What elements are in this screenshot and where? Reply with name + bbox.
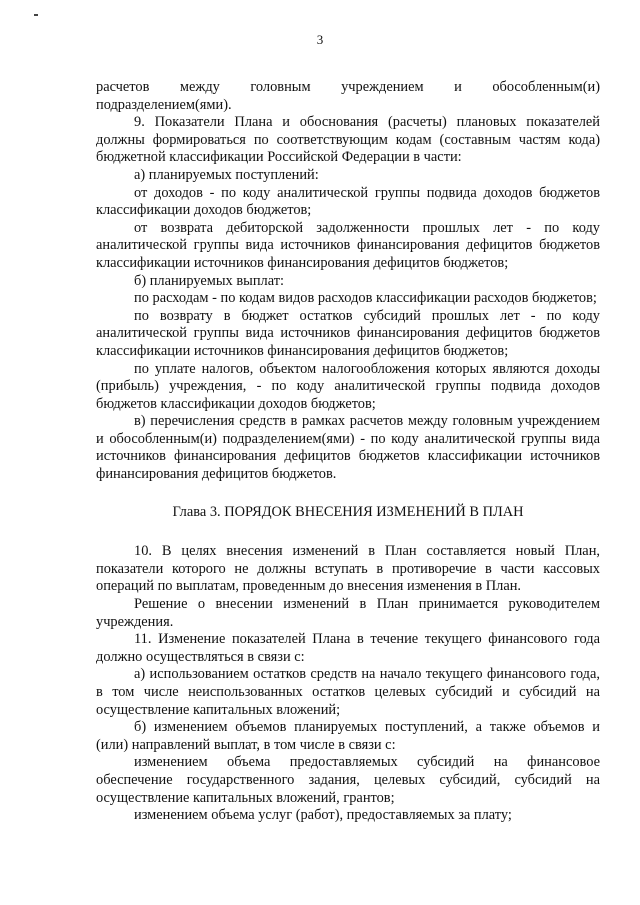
paragraph: по возврату в бюджет остатков субсидий прошлых лет - по коду аналитической группы вида источников финансирования дефицитов бюджетов классификации источников финансирования дефицитов бюджетов; [96, 307, 600, 359]
document-body [96, 79, 600, 825]
paragraph: 10. В целях внесения изменений в План составляется новый План, показатели которого не должны вступать в противоречие в части кассовых операций по выплатам, проведенным до внесения изменения в План. [96, 543, 600, 595]
paragraph: а) использованием остатков средств на начало текущего финансового года, в том числе неиспользованных остатков целевых субсидий и субсидий на осуществление капитальных вложений; [96, 666, 600, 718]
paragraph: 9. Показатели Плана и обоснования (расчеты) плановых показателей должны формироваться по соответствующим кодам (составным частям кода) бюджетной классификации Российской Федерации в части: [96, 114, 600, 166]
chapter-heading: Глава 3. ПОРЯДОК ВНЕСЕНИЯ ИЗМЕНЕНИЙ В ПЛАН [172, 503, 524, 520]
scan-mark [34, 14, 38, 16]
paragraph: расчетов между головным учреждением и обособленным(и) подразделением(ями). [96, 79, 600, 113]
paragraph: по расходам - по кодам видов расходов классификации расходов бюджетов; [134, 290, 597, 307]
paragraph: Решение о внесении изменений в План принимается руководителем учреждения. [96, 596, 600, 630]
paragraph: изменением объема услуг (работ), предоставляемых за плату; [134, 807, 512, 824]
section-chapter-3 [96, 543, 600, 825]
section-chapter-2-continuation [96, 79, 600, 484]
paragraph: по уплате налогов, объектом налогообложения которых являются доходы (прибыль) учреждения, - по коду аналитической группы подвида доходов бюджетов классификации доходов бюджетов; [96, 360, 600, 412]
paragraph: 11. Изменение показателей Плана в течение текущего финансового года должно осуществляться в связи с: [96, 631, 600, 665]
paragraph: изменением объема предоставляемых субсидий на финансовое обеспечение государственного задания, целевых субсидий, субсидий на осуществление капитальных вложений, грантов; [96, 754, 600, 806]
paragraph: от возврата дебиторской задолженности прошлых лет - по коду аналитической группы вида источников финансирования дефицитов бюджетов классификации источников финансирования дефицитов бюджетов; [96, 219, 600, 271]
paragraph: от доходов - по коду аналитической группы подвида доходов бюджетов классификации доходов бюджетов; [96, 184, 600, 219]
page-number: 3 [316, 32, 324, 47]
paragraph: в) перечисления средств в рамках расчетов между головным учреждением и обособленным(и) подразделением(ями) - по коду аналитической группы вида источников финансирования дефицитов бюджетов классификации источников финансирования дефицитов бюджетов. [96, 413, 600, 483]
paragraph: б) изменением объемов планируемых поступлений, а также объемов и (или) направлений выплат, в том числе в связи с: [96, 719, 600, 753]
paragraph: а) планируемых поступлений: [134, 166, 319, 183]
paragraph: б) планируемых выплат: [134, 272, 284, 289]
